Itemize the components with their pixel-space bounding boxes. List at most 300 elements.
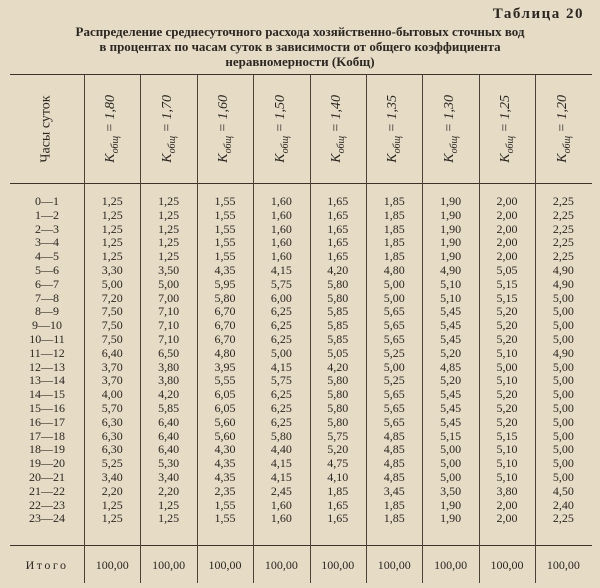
value-cell: 5,00: [270, 345, 292, 360]
value-cell: 2,25: [552, 207, 574, 222]
coef-symbol: K: [216, 153, 232, 163]
value-cell: 5,15: [496, 276, 518, 291]
value-cell: 5,65: [383, 304, 405, 319]
value-cell: 2,00: [496, 497, 518, 512]
hour-cell: 10—11: [29, 331, 65, 346]
value-cell: 2,40: [552, 497, 574, 512]
value-cell: 5,00: [440, 469, 462, 484]
value-column: [84, 195, 140, 526]
hour-cell: 7—8: [35, 290, 59, 305]
equals-sign: =: [159, 119, 175, 137]
value-cell: 4,40: [270, 442, 292, 457]
value-cell: 5,00: [552, 304, 574, 319]
column-divider: [253, 75, 254, 583]
value-cell: 2,00: [496, 207, 518, 222]
value-cell: 5,25: [101, 456, 123, 471]
value-cell: 2,45: [270, 483, 292, 498]
value-cell: 1,60: [270, 194, 292, 208]
value-cell: 3,50: [440, 483, 462, 498]
value-cell: 6,70: [214, 304, 236, 319]
table-title: [10, 24, 590, 69]
coefficient-header-cell: [253, 75, 309, 183]
table-body: [10, 183, 592, 545]
hour-cell: 2—3: [35, 221, 59, 236]
value-cell: 6,40: [158, 442, 180, 457]
value-cell: 1,60: [270, 497, 292, 512]
value-cell: 1,25: [158, 221, 180, 236]
coefficient-header-cell: [140, 75, 196, 183]
value-cell: 4,85: [383, 428, 405, 443]
value-cell: 5,20: [496, 400, 518, 415]
value-cell: 5,00: [158, 276, 180, 291]
equals-sign: =: [385, 119, 401, 137]
coef-symbol: K: [498, 153, 514, 163]
value-cell: 6,25: [270, 331, 292, 346]
coef-value: 1,50: [272, 95, 288, 120]
value-cell: 1,60: [270, 249, 292, 264]
value-cell: 5,00: [552, 428, 574, 443]
value-cell: 6,25: [270, 400, 292, 415]
coefficient-header: [329, 95, 347, 163]
total-cell: 100,00: [546, 558, 580, 572]
value-cell: 5,20: [496, 414, 518, 429]
column-divider: [535, 75, 536, 583]
value-cell: 1,25: [101, 221, 123, 236]
value-cell: 5,25: [383, 345, 405, 360]
value-cell: 7,50: [101, 318, 123, 333]
value-cell: 5,80: [327, 414, 349, 429]
value-cell: 1,25: [158, 511, 180, 526]
value-cell: 5,00: [552, 469, 574, 484]
value-cell: 5,70: [101, 400, 123, 415]
value-cell: 4,00: [101, 387, 123, 402]
value-cell: 5,20: [327, 442, 349, 457]
coefficient-header-cell: [535, 75, 591, 183]
value-cell: 1,55: [214, 221, 236, 236]
value-cell: 4,20: [327, 359, 349, 374]
value-cell: 7,10: [158, 331, 180, 346]
equals-sign: =: [441, 119, 457, 137]
value-cell: 5,65: [383, 400, 405, 415]
value-cell: 6,40: [158, 428, 180, 443]
value-cell: 1,55: [214, 235, 236, 250]
value-cell: 5,80: [214, 290, 236, 305]
value-cell: 1,60: [270, 235, 292, 250]
value-cell: 5,65: [383, 331, 405, 346]
value-cell: 1,65: [327, 221, 349, 236]
coef-value: 1,60: [216, 95, 232, 120]
value-cell: 1,60: [270, 207, 292, 222]
hour-cell: 8—9: [35, 304, 59, 319]
equals-sign: =: [498, 119, 514, 137]
coef-symbol: K: [554, 153, 570, 163]
value-cell: 5,00: [552, 331, 574, 346]
coefficient-header-cell: [366, 75, 422, 183]
coef-subscript: общ: [448, 136, 460, 154]
value-cell: 6,25: [270, 387, 292, 402]
coefficient-header: [442, 95, 460, 163]
value-cell: 1,25: [158, 194, 180, 208]
coef-subscript: общ: [110, 136, 122, 154]
value-cell: 1,55: [214, 249, 236, 264]
value-cell: 6,25: [270, 304, 292, 319]
table-header: [10, 75, 592, 184]
value-column: [310, 195, 366, 526]
value-cell: 5,10: [440, 276, 462, 291]
coef-subscript: общ: [392, 136, 404, 154]
value-cell: 2,25: [552, 194, 574, 208]
value-cell: 7,20: [101, 290, 123, 305]
value-cell: 2,20: [158, 483, 180, 498]
value-cell: 1,90: [440, 207, 462, 222]
value-column: [253, 195, 309, 526]
equals-sign: =: [554, 119, 570, 137]
value-cell: 5,65: [383, 318, 405, 333]
value-cell: 5,20: [496, 318, 518, 333]
value-cell: 5,15: [496, 428, 518, 443]
value-cell: 5,25: [383, 373, 405, 388]
value-cell: 5,75: [270, 276, 292, 291]
equals-sign: =: [103, 119, 119, 137]
value-cell: 5,80: [327, 387, 349, 402]
value-cell: 1,65: [327, 235, 349, 250]
value-cell: 6,70: [214, 331, 236, 346]
value-cell: 5,75: [270, 373, 292, 388]
value-cell: 4,15: [270, 262, 292, 277]
column-divider: [479, 75, 480, 583]
value-cell: 7,10: [158, 304, 180, 319]
coef-subscript: общ: [504, 136, 516, 154]
value-cell: 1,90: [440, 511, 462, 526]
hour-cell: 9—10: [32, 318, 62, 333]
coefficient-header: [554, 95, 572, 163]
value-cell: 4,85: [383, 442, 405, 457]
value-cell: 1,90: [440, 221, 462, 236]
value-cell: 3,40: [101, 469, 123, 484]
value-cell: 1,90: [440, 497, 462, 512]
value-cell: 4,15: [270, 359, 292, 374]
value-cell: 5,85: [327, 331, 349, 346]
value-cell: 5,00: [552, 414, 574, 429]
coef-symbol: K: [159, 153, 175, 163]
coef-subscript: общ: [166, 136, 178, 154]
value-cell: 1,60: [270, 221, 292, 236]
value-column: [479, 195, 535, 526]
value-cell: 6,70: [214, 318, 236, 333]
value-cell: 5,20: [440, 345, 462, 360]
value-cell: 5,45: [440, 414, 462, 429]
value-cell: 3,45: [383, 483, 405, 498]
value-cell: 1,65: [327, 249, 349, 264]
hours-header: Часы суток: [38, 95, 54, 163]
hour-cell: 4—5: [35, 249, 59, 264]
value-cell: 7,10: [158, 318, 180, 333]
hour-cell: 20—21: [29, 469, 65, 484]
value-cell: 2,00: [496, 511, 518, 526]
coefficient-header: [216, 95, 234, 163]
value-cell: 5,00: [383, 276, 405, 291]
value-cell: 1,25: [101, 207, 123, 222]
title-line: неравномерности (Kобщ): [225, 54, 375, 69]
value-cell: 5,80: [327, 290, 349, 305]
value-cell: 4,10: [327, 469, 349, 484]
hour-cell: 3—4: [35, 235, 59, 250]
value-cell: 1,90: [440, 194, 462, 208]
value-cell: 7,50: [101, 331, 123, 346]
equals-sign: =: [216, 119, 232, 137]
value-column: [535, 195, 591, 526]
value-cell: 5,00: [552, 318, 574, 333]
coefficient-header-cell: [197, 75, 253, 183]
value-cell: 5,10: [496, 373, 518, 388]
value-cell: 4,50: [552, 483, 574, 498]
value-cell: 4,75: [327, 456, 349, 471]
column-divider: [140, 75, 141, 583]
value-cell: 4,35: [214, 456, 236, 471]
value-cell: 2,25: [552, 221, 574, 236]
value-cell: 1,25: [101, 194, 123, 208]
hours-column: [10, 195, 84, 526]
value-cell: 1,90: [440, 235, 462, 250]
value-cell: 1,25: [158, 249, 180, 264]
value-cell: 5,75: [327, 428, 349, 443]
hour-cell: 19—20: [29, 456, 65, 471]
coef-value: 1,25: [498, 95, 514, 120]
hour-cell: 11—12: [29, 345, 65, 360]
value-cell: 2,00: [496, 249, 518, 264]
value-cell: 5,85: [158, 400, 180, 415]
value-cell: 4,90: [552, 276, 574, 291]
value-cell: 5,00: [383, 359, 405, 374]
table-number: Таблица 20: [492, 6, 584, 22]
value-cell: 1,55: [214, 497, 236, 512]
coefficient-header-cell: [84, 75, 140, 183]
value-cell: 5,80: [327, 400, 349, 415]
value-cell: 1,25: [158, 207, 180, 222]
coef-symbol: K: [441, 153, 457, 163]
column-divider: [422, 75, 423, 583]
coef-symbol: K: [103, 153, 119, 163]
value-cell: 4,30: [214, 442, 236, 457]
value-cell: 4,20: [158, 387, 180, 402]
value-cell: 6,05: [214, 400, 236, 415]
value-cell: 5,45: [440, 387, 462, 402]
value-cell: 2,25: [552, 249, 574, 264]
value-cell: 5,60: [214, 414, 236, 429]
value-cell: 5,00: [101, 276, 123, 291]
value-cell: 6,05: [214, 387, 236, 402]
total-cell: 100,00: [321, 558, 355, 572]
value-cell: 1,25: [101, 511, 123, 526]
coefficient-header: [385, 95, 403, 163]
value-cell: 5,60: [214, 428, 236, 443]
value-cell: 1,25: [158, 497, 180, 512]
title-line: Распределение среднесуточного расхода хозяйственно-бытовых сточных вод: [75, 24, 525, 39]
value-cell: 5,10: [496, 345, 518, 360]
value-cell: 1,65: [327, 194, 349, 208]
value-cell: 5,45: [440, 331, 462, 346]
value-cell: 5,80: [270, 428, 292, 443]
value-cell: 5,30: [158, 456, 180, 471]
coef-symbol: K: [328, 153, 344, 163]
value-cell: 3,40: [158, 469, 180, 484]
value-cell: 1,85: [327, 483, 349, 498]
value-cell: 1,85: [383, 235, 405, 250]
value-cell: 5,00: [440, 456, 462, 471]
value-cell: 1,55: [214, 511, 236, 526]
value-cell: 5,45: [440, 400, 462, 415]
value-cell: 6,40: [158, 414, 180, 429]
value-cell: 1,25: [101, 249, 123, 264]
data-table: [10, 74, 592, 583]
value-cell: 4,20: [327, 262, 349, 277]
value-column: [366, 195, 422, 526]
value-cell: 1,25: [101, 497, 123, 512]
value-cell: 1,25: [158, 235, 180, 250]
value-cell: 2,20: [101, 483, 123, 498]
value-cell: 3,50: [158, 262, 180, 277]
value-cell: 3,80: [158, 373, 180, 388]
value-cell: 6,00: [270, 290, 292, 305]
value-cell: 1,90: [440, 249, 462, 264]
total-row: [10, 545, 592, 584]
hour-cell: 17—18: [29, 428, 65, 443]
value-cell: 5,20: [496, 331, 518, 346]
value-cell: 4,15: [270, 469, 292, 484]
coefficient-header-cell: [479, 75, 535, 183]
hour-cell: 16—17: [29, 414, 65, 429]
value-cell: 5,00: [383, 290, 405, 305]
coefficient-header-cell: [422, 75, 478, 183]
coef-symbol: K: [385, 153, 401, 163]
hour-cell: 0—1: [35, 194, 59, 208]
column-divider: [197, 75, 198, 583]
value-cell: 4,90: [552, 345, 574, 360]
value-cell: 4,35: [214, 469, 236, 484]
equals-sign: =: [328, 119, 344, 137]
value-cell: 4,80: [383, 262, 405, 277]
value-cell: 5,85: [327, 304, 349, 319]
value-cell: 4,85: [383, 456, 405, 471]
value-cell: 5,55: [214, 373, 236, 388]
value-cell: 3,70: [101, 359, 123, 374]
value-cell: 3,70: [101, 373, 123, 388]
value-cell: 1,85: [383, 194, 405, 208]
value-cell: 3,80: [496, 483, 518, 498]
hour-cell: 1—2: [35, 207, 59, 222]
coef-subscript: общ: [561, 136, 573, 154]
column-divider: [366, 75, 367, 583]
value-cell: 5,45: [440, 318, 462, 333]
hour-cell: 13—14: [29, 373, 65, 388]
coefficient-header: [498, 95, 516, 163]
coef-value: 1,35: [385, 95, 401, 120]
value-cell: 6,50: [158, 345, 180, 360]
total-cell: 100,00: [377, 558, 411, 572]
value-cell: 5,00: [552, 359, 574, 374]
value-column: [422, 195, 478, 526]
hour-cell: 18—19: [29, 442, 65, 457]
value-cell: 1,85: [383, 511, 405, 526]
value-cell: 5,65: [383, 387, 405, 402]
value-cell: 5,20: [440, 373, 462, 388]
value-cell: 5,00: [496, 359, 518, 374]
value-cell: 3,30: [101, 262, 123, 277]
value-cell: 1,55: [214, 207, 236, 222]
coef-subscript: общ: [222, 136, 234, 154]
hour-cell: 23—24: [29, 511, 65, 526]
hour-cell: 6—7: [35, 276, 59, 291]
value-cell: 5,00: [552, 400, 574, 415]
value-cell: 5,00: [552, 373, 574, 388]
hour-cell: 21—22: [29, 483, 65, 498]
value-cell: 5,45: [440, 304, 462, 319]
value-cell: 6,30: [101, 428, 123, 443]
value-cell: 5,00: [440, 442, 462, 457]
value-cell: 5,00: [552, 456, 574, 471]
value-cell: 5,15: [440, 428, 462, 443]
value-cell: 1,25: [101, 235, 123, 250]
coefficient-header: [103, 95, 121, 163]
value-cell: 5,05: [496, 262, 518, 277]
value-cell: 5,00: [552, 290, 574, 305]
value-cell: 4,85: [440, 359, 462, 374]
value-cell: 5,80: [327, 276, 349, 291]
value-cell: 5,00: [552, 387, 574, 402]
total-cell: 100,00: [208, 558, 242, 572]
value-cell: 5,00: [552, 442, 574, 457]
value-cell: 3,80: [158, 359, 180, 374]
coef-value: 1,70: [159, 95, 175, 120]
coefficient-header-cell: [310, 75, 366, 183]
value-cell: 2,00: [496, 194, 518, 208]
value-cell: 2,00: [496, 221, 518, 236]
coef-subscript: общ: [335, 136, 347, 154]
value-cell: 5,65: [383, 414, 405, 429]
hour-cell: 12—13: [29, 359, 65, 374]
value-cell: 3,95: [214, 359, 236, 374]
value-cell: 1,65: [327, 511, 349, 526]
total-cell: 100,00: [434, 558, 468, 572]
value-cell: 2,35: [214, 483, 236, 498]
column-divider: [84, 75, 85, 583]
value-cell: 6,30: [101, 442, 123, 457]
value-cell: 5,80: [327, 373, 349, 388]
value-cell: 4,80: [214, 345, 236, 360]
value-cell: 1,60: [270, 511, 292, 526]
total-label: Итого: [25, 558, 69, 572]
coefficient-header: [160, 95, 178, 163]
value-cell: 2,00: [496, 235, 518, 250]
title-line: в процентах по часам суток в зависимости от общего коэффициента: [99, 39, 501, 54]
total-cell: 100,00: [95, 558, 129, 572]
value-cell: 5,10: [496, 442, 518, 457]
coef-value: 1,30: [441, 95, 457, 120]
value-cell: 2,25: [552, 511, 574, 526]
value-cell: 1,55: [214, 194, 236, 208]
value-cell: 5,95: [214, 276, 236, 291]
value-cell: 5,15: [496, 290, 518, 305]
coefficient-header: [272, 95, 290, 163]
hour-cell: 14—15: [29, 387, 65, 402]
value-column: [197, 195, 253, 526]
hours-header-cell: [10, 75, 84, 183]
value-column: [140, 195, 196, 526]
value-cell: 5,10: [440, 290, 462, 305]
value-cell: 5,85: [327, 318, 349, 333]
value-cell: 1,85: [383, 221, 405, 236]
value-cell: 6,25: [270, 318, 292, 333]
